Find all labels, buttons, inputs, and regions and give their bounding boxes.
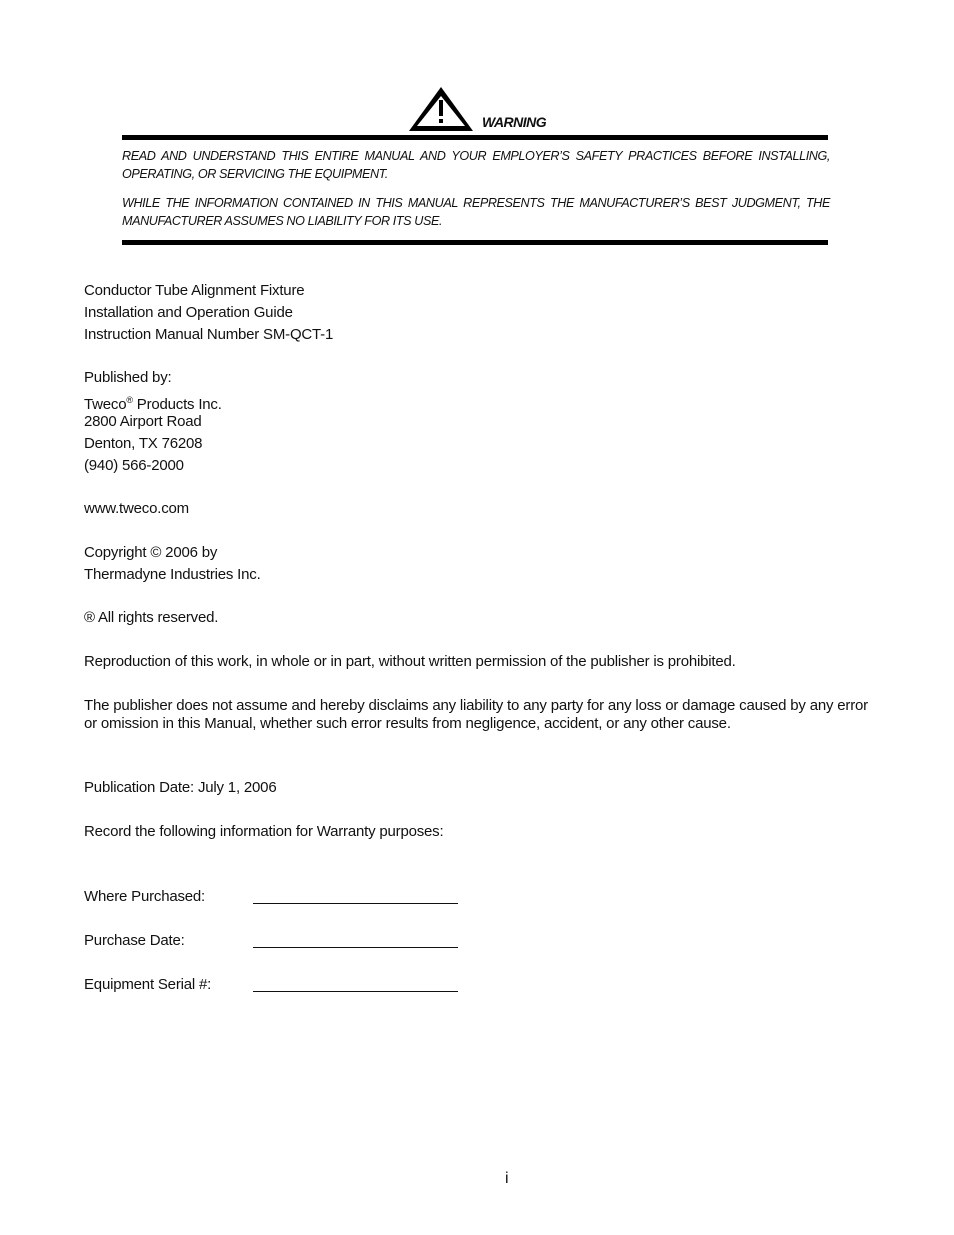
page-number: i <box>505 1170 509 1187</box>
copyright-holder: Thermadyne Industries Inc. <box>84 566 261 583</box>
serial-number-blank[interactable] <box>253 991 458 992</box>
warranty-intro: Record the following information for Warranty purposes: <box>84 823 444 840</box>
liability-disclaimer: The publisher does not assume and hereby disclaims any liability to any party for any loss or damage caused by any error or omission in this Manual, whether such error results from negligence, accident, or any other cause. <box>84 697 868 732</box>
warning-title: WARNING <box>482 114 547 130</box>
warning-top-rule <box>122 135 828 140</box>
publisher-name: Tweco® Products Inc. <box>84 395 222 413</box>
publisher-street: 2800 Airport Road <box>84 413 202 430</box>
publisher-city: Denton, TX 76208 <box>84 435 203 452</box>
warning-header <box>408 86 546 132</box>
published-by-label: Published by: <box>84 369 172 386</box>
publication-date: Publication Date: July 1, 2006 <box>84 779 277 796</box>
website-link[interactable]: www.tweco.com <box>84 500 189 517</box>
doc-title: Conductor Tube Alignment Fixture <box>84 282 305 299</box>
publisher-phone: (940) 566-2000 <box>84 457 184 474</box>
rights-reserved: ® All rights reserved. <box>84 609 219 626</box>
copyright-line: Copyright © 2006 by <box>84 544 218 561</box>
registered-mark: ® <box>126 395 133 405</box>
reproduction-notice: Reproduction of this work, in whole or in part, without written permission of the publisher is prohibited. <box>84 653 736 670</box>
where-purchased-label: Where Purchased: <box>84 888 206 905</box>
serial-number-label: Equipment Serial #: <box>84 976 212 993</box>
warning-text-1: READ AND UNDERSTAND THIS ENTIRE MANUAL AND YOUR EMPLOYER’S SAFETY PRACTICES BEFORE INSTALLING, OPERATING, OR SERVICING THE EQUIPMENT. <box>122 149 830 181</box>
warning-bottom-rule <box>122 240 828 245</box>
warning-text-2: WHILE THE INFORMATION CONTAINED IN THIS MANUAL REPRESENTS THE MANUFACTURER’S BEST JUDGMENT, THE MANUFACTURER ASSUMES NO LIABILITY FOR ITS USE. <box>122 196 830 228</box>
warning-triangle-icon <box>408 86 474 132</box>
doc-subtitle: Installation and Operation Guide <box>84 304 293 321</box>
where-purchased-blank[interactable] <box>253 903 458 904</box>
purchase-date-label: Purchase Date: <box>84 932 185 949</box>
purchase-date-blank[interactable] <box>253 947 458 948</box>
manual-number: Instruction Manual Number SM-QCT-1 <box>84 326 334 343</box>
